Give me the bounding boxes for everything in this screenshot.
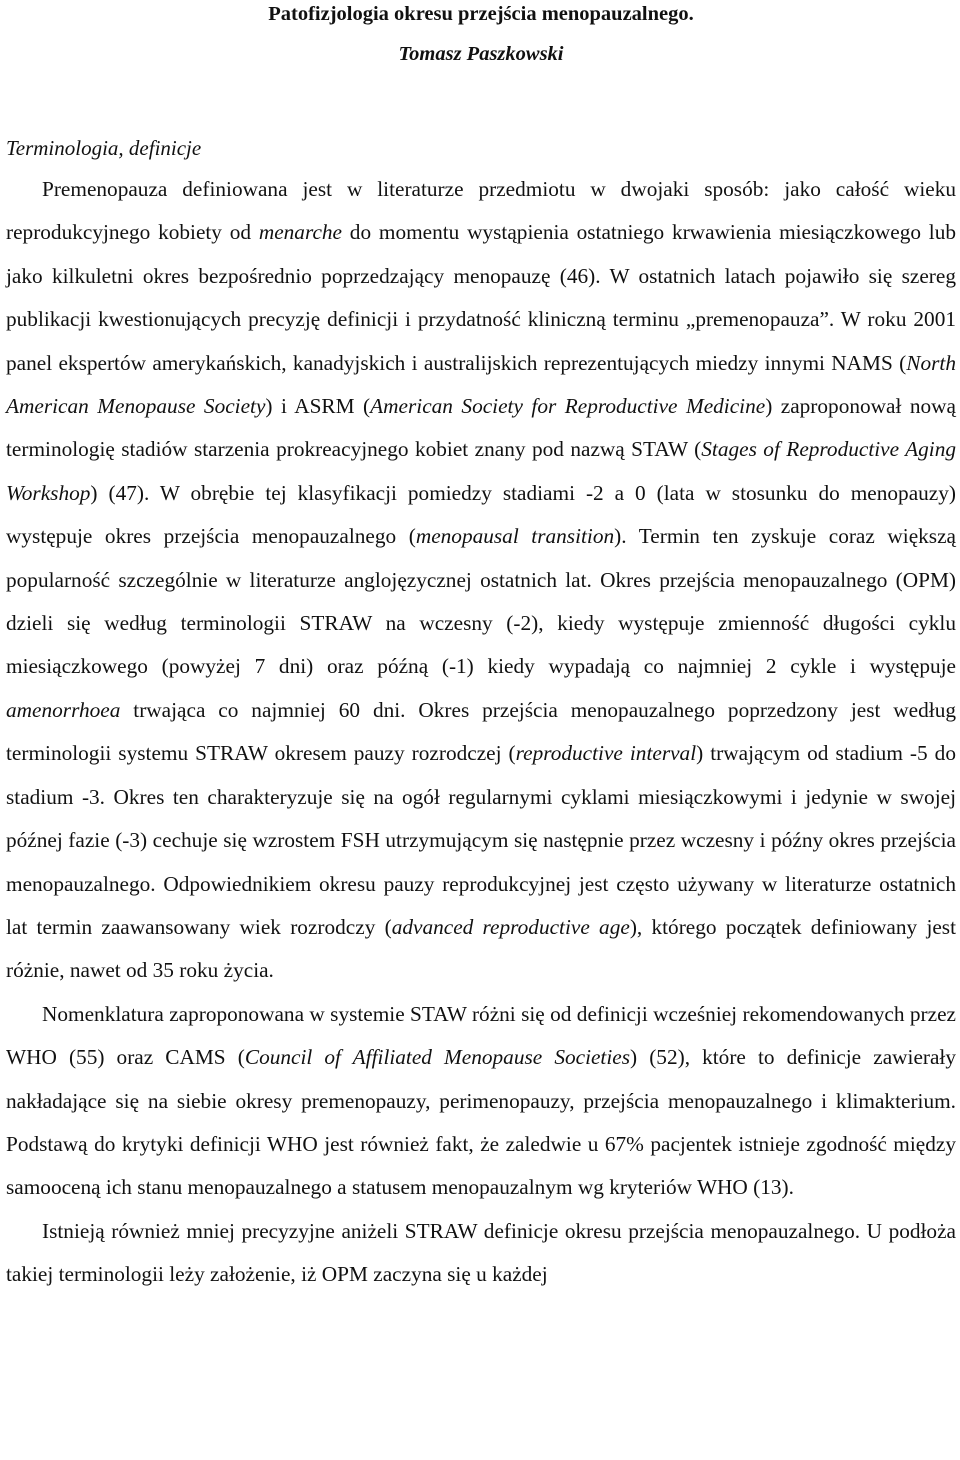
- italic-term: amenorrhoea: [6, 697, 121, 722]
- text-run: Nomenklatura zaproponowana w systemie STAW różni się od definicji wcześniej rekomendowanych przez WHO (55) oraz CAMS (: [6, 1001, 956, 1070]
- text-run: do momentu wystąpienia ostatniego krwawienia miesiączkowego lub jako kilkuletni okres bezpośrednio poprzedzający menopauzę (46). W ostatnich latach pojawiło się szereg publikacji kwestionujących precyzję definicji i przydatność kliniczną terminu „premenopauza”. W roku 2001 panel ekspertów amerykańskich, kanadyjskich i australijskich reprezentujących miedzy innymi NAMS (: [6, 220, 956, 375]
- italic-term: menarche: [258, 220, 343, 245]
- text-run: ). Termin ten zyskuje coraz większą popularność szczególnie w literaturze anglojęzycznej ostatnich lat. Okres przejścia menopauzalnego (OPM) dzieli się według terminologii STRAW na wczesny (-2), kiedy występuje zmienność długości cyklu miesiączkowego (powyżej 7 dni) oraz późną (-1) kiedy wypadają co najmniej 2 cykle i występuje: [6, 524, 956, 679]
- italic-term: North American Menopause Society: [6, 350, 956, 419]
- italic-term: menopausal transition: [415, 524, 615, 549]
- paragraph: [6, 168, 956, 993]
- text-run: Premenopauza definiowana jest w literaturze przedmiotu w dwojaki sposób: jako całość wieku reprodukcyjnego kobiety od: [6, 177, 956, 245]
- document-page: [6, 0, 956, 1297]
- text-run: ) trwającym od stadium -5 do stadium -3. Okres ten charakteryzuje się na ogół regularnymi cyklami miesiączkowymi i jedynie w swojej późnej fazie (-3) cechuje się wzrostem FSH utrzymującym się następnie przez wczesny i późny okres przejścia menopauzalnego. Odpowiednikiem okresu pauzy reprodukcyjnej jest często używany w literaturze ostatnich lat termin zaawansowany wiek rozrodczy (: [6, 741, 956, 939]
- italic-term: advanced reproductive age: [391, 914, 630, 939]
- document-author: Tomasz Paszkowski: [398, 43, 564, 65]
- text-run: ) i ASRM (: [265, 394, 371, 419]
- italic-term: Stages of Reproductive Aging Workshop: [6, 437, 956, 505]
- text-run: ) zaproponował nową terminologię stadiów starzenia prokreacyjnego kobiet znany pod nazwą STAW (: [6, 394, 957, 462]
- text-run: ) (47). W obrębie tej klasyfikacji pomiedzy stadiami -2 a 0 (lata w stosunku do menopauzy) występuje okres przejścia menopauzalnego (: [6, 480, 956, 549]
- document-title: Patofizjologia okresu przejścia menopauzalnego.: [268, 3, 694, 25]
- title-block: [6, 0, 956, 79]
- text-run: trwająca co najmniej 60 dni. Okres przejścia menopauzalnego poprzedzony jest według terminologii systemu STRAW okresem pauzy rozrodczej (: [6, 697, 956, 766]
- italic-term: Council of Affiliated Menopause Societies: [244, 1045, 631, 1070]
- paragraph: [6, 1210, 956, 1297]
- text-run: ), którego początek definiowany jest różnie, nawet od 35 roku życia.: [6, 914, 957, 983]
- italic-term: American Society for Reproductive Medicine: [370, 394, 766, 419]
- text-run: ) (52), które to definicje zawierały nakładające się na siebie okresy premenopauzy, perimenopauzy, przejścia menopauzalnego i klimakterium. Podstawą do krytyki definicji WHO jest również fakt, że zaledwie u 67% pacjentek istnieje zgodność między samooceną ich stanu menopauzalnego a statusem menopauzalnym wg kryteriów WHO (13).: [6, 1045, 957, 1200]
- text-run: Istnieją również mniej precyzyjne aniżeli STRAW definicje okresu przejścia menopauzalnego. U podłoża takiej terminologii leży założenie, iż OPM zaczyna się u każdej: [6, 1218, 956, 1287]
- italic-term: reproductive interval: [515, 741, 697, 766]
- paragraph: [6, 993, 956, 1210]
- section-heading: Terminologia, definicje: [6, 136, 202, 160]
